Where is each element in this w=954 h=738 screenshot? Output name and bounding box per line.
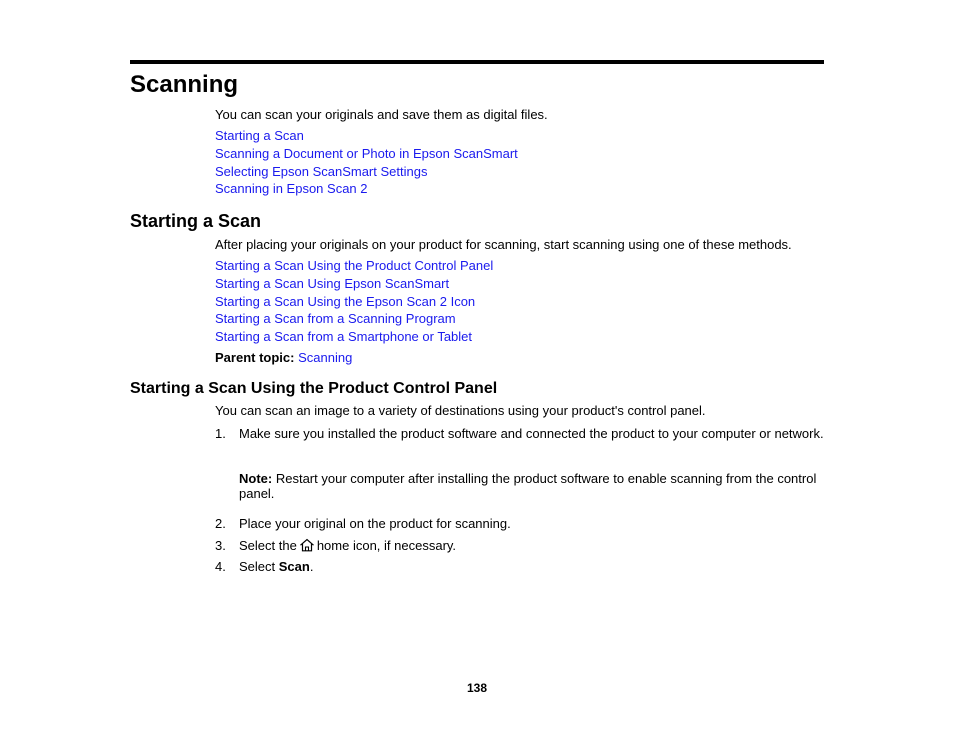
step-text: Place your original on the product for scanning. [239,516,511,531]
toc-link-epson-scan-2[interactable]: Scanning in Epson Scan 2 [215,181,368,196]
parent-topic [215,350,352,366]
intro-text: You can scan your originals and save them as digital files. [215,107,548,122]
title-rule [130,60,824,64]
note-text: Restart your computer after installing the product software to enable scanning from the control panel. [239,471,817,501]
parent-topic-label: Parent topic: [215,350,295,365]
step-text-after: . [309,559,314,574]
step-text: Make sure you installed the product software and connected the product to your computer or network. [239,426,824,441]
home-icon [299,538,315,552]
link-control-panel[interactable]: Starting a Scan Using the Product Control Panel [215,258,494,273]
section1-intro: After placing your originals on your product for scanning, start scanning using one of these methods. [215,237,792,252]
section-heading-control-panel: Starting a Scan Using the Product Control Panel [130,380,498,397]
section-heading-starting-a-scan: Starting a Scan [130,211,262,231]
step-text [239,559,829,574]
step-text [239,538,829,553]
link-smartphone-tablet[interactable]: Starting a Scan from a Smartphone or Tablet [215,329,473,344]
toc-link-scansmart[interactable]: Scanning a Document or Photo in Epson ScanSmart [215,146,518,161]
step-text-before: Select [239,559,276,574]
link-scanning-program[interactable]: Starting a Scan from a Scanning Program [215,311,456,326]
step-number: 4. [215,559,226,574]
link-epson-scansmart[interactable]: Starting a Scan Using Epson ScanSmart [215,276,450,291]
step-number: 2. [215,516,226,531]
step-number: 3. [215,538,226,553]
step-text-before: Select the [239,538,297,553]
note-label: Note: [239,471,273,486]
section2-intro: You can scan an image to a variety of destinations using your product's control panel. [215,403,706,418]
link-epson-scan-2-icon[interactable]: Starting a Scan Using the Epson Scan 2 Icon [215,294,476,309]
page-number: 138 [466,681,488,695]
page-title: Scanning [130,71,239,98]
parent-topic-link[interactable]: Scanning [298,350,353,365]
toc-link-scansmart-settings[interactable]: Selecting Epson ScanSmart Settings [215,164,428,179]
note [239,471,829,501]
toc-link-starting-a-scan[interactable]: Starting a Scan [215,128,304,143]
step-text-after: home icon, if necessary. [316,538,457,553]
step-number: 1. [215,426,226,441]
step-text-bold: Scan [278,559,310,574]
